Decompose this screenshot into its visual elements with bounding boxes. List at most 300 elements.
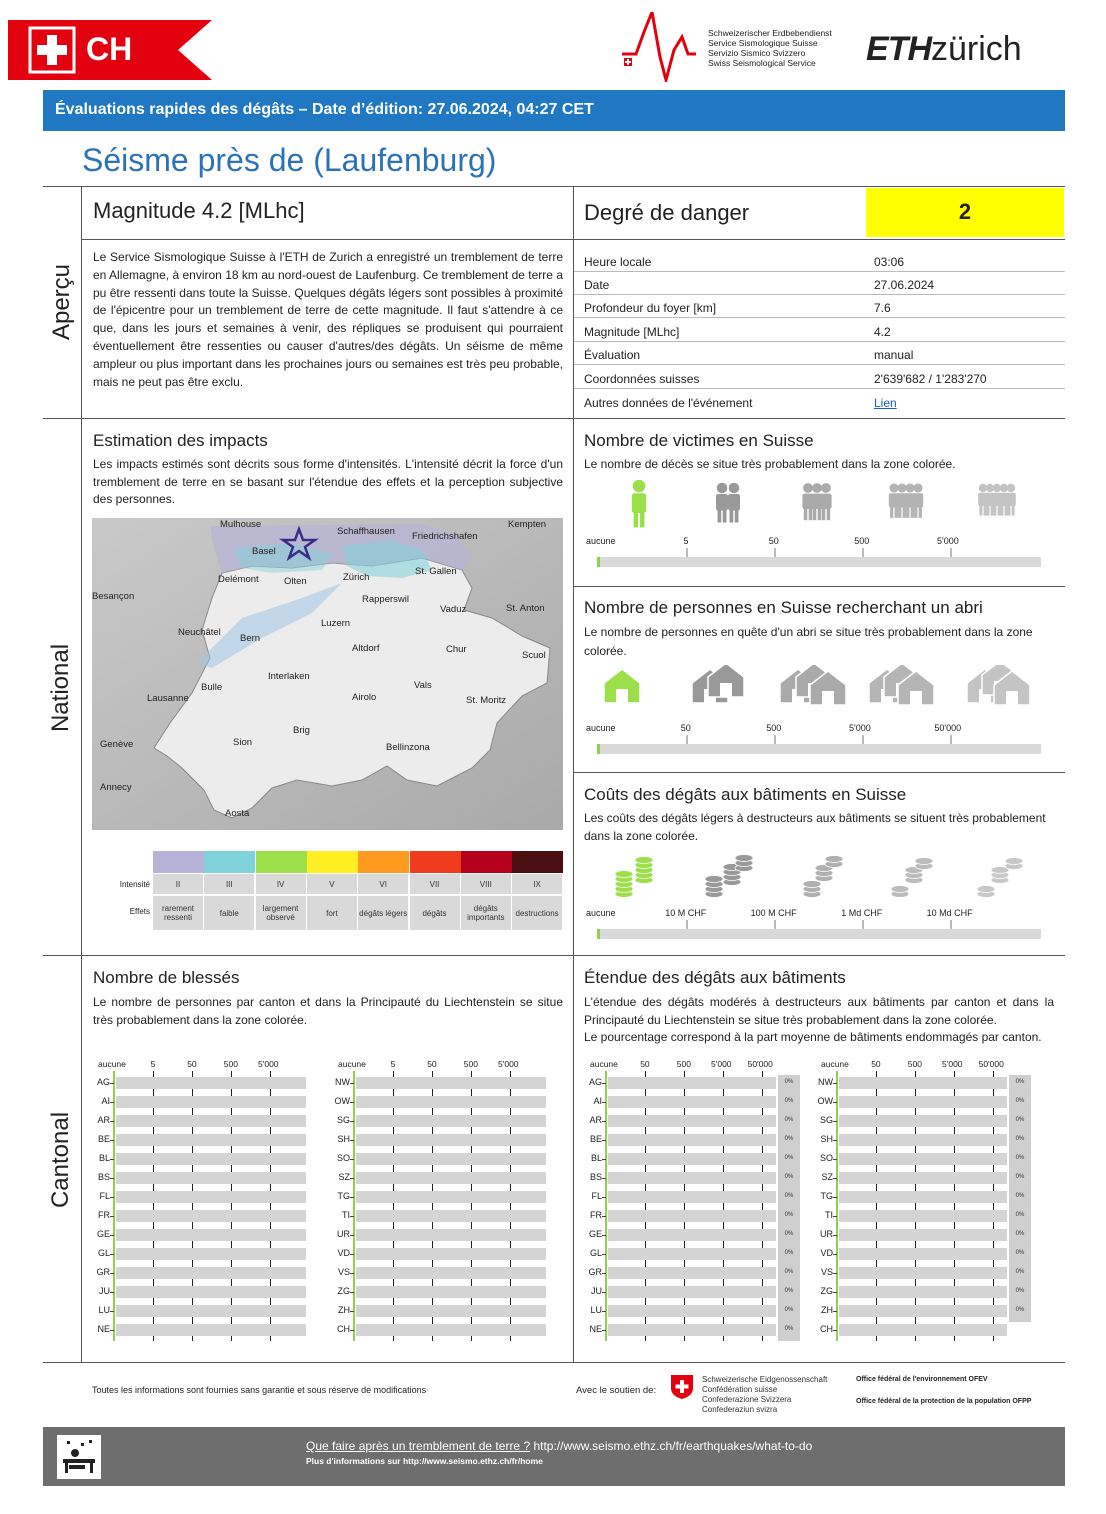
canton-damage-pct: 0% <box>1009 1208 1031 1227</box>
canton-damage-pct: 0% <box>1009 1246 1031 1265</box>
legend-color-swatch <box>204 851 255 873</box>
info-row-depth: Profondeur du foyer [km] 7.6 <box>574 295 1065 318</box>
canton-damage-pct: 0% <box>1009 1170 1031 1189</box>
canton-tick <box>602 1235 606 1236</box>
damage-text: L'étendue des dégâts modérés à destructeurs aux bâtiments par canton et dans la Principauté du Liechtenstein se situe très probablement dans la zone colorée. <box>584 995 1054 1027</box>
canton-damage-pct: 0% <box>778 1151 800 1170</box>
canton-scale-gridline <box>876 1071 877 1341</box>
canton-tick <box>350 1140 354 1141</box>
confederation-logo <box>670 1374 694 1405</box>
legend-color-swatch <box>461 851 512 873</box>
canton-label: VS <box>337 1267 350 1277</box>
canton-bar <box>608 1229 776 1241</box>
canton-damage-pct: 0% <box>778 1132 800 1151</box>
victims-scale-label: 5'000 <box>937 536 959 546</box>
legend-effect-label: dégâts <box>410 896 460 930</box>
canton-bar <box>839 1077 1007 1089</box>
canton-bar <box>116 1077 306 1089</box>
canton-bar <box>356 1077 546 1089</box>
canton-bar <box>356 1115 546 1127</box>
canton-tick <box>350 1330 354 1331</box>
canton-bar <box>839 1172 1007 1184</box>
canton-scale-label: aucune <box>98 1059 126 1069</box>
damage-title: Étendue des dégâts aux bâtiments <box>584 968 846 987</box>
canton-tick <box>833 1311 837 1312</box>
canton-label: JU <box>99 1286 110 1296</box>
shelter-scale-tick <box>950 735 952 744</box>
victims-scale-label: aucune <box>586 536 616 546</box>
shelter-scale-label: 500 <box>766 723 782 733</box>
shelter-scale-label: 50'000 <box>934 723 962 733</box>
canton-tick <box>110 1121 114 1122</box>
canton-bar <box>839 1267 1007 1279</box>
legend-intensity-value: IX <box>512 874 562 894</box>
costs-icon-row <box>584 850 1054 906</box>
canton-tick <box>110 1273 114 1274</box>
map-city-label: Kempten <box>508 519 547 530</box>
canton-tick <box>602 1311 606 1312</box>
impacts-text: Les impacts estimés sont décrits sous forme d'intensités. L'intensité décrit la force d'un tremblement de terre en se basant sur l'étendue des effets et la perception subjective des personnes. <box>93 457 563 506</box>
canton-label: OW <box>817 1096 833 1106</box>
canton-bar <box>356 1096 546 1108</box>
canton-bar <box>356 1172 546 1184</box>
shelter-scale-label: aucune <box>586 723 616 733</box>
map-city-label: St. Gallen <box>415 566 457 577</box>
canton-damage-pct: 0% <box>778 1075 800 1094</box>
canton-label: FR <box>98 1210 110 1220</box>
canton-scale-label: 5'000 <box>711 1059 732 1069</box>
canton-label: TI <box>342 1210 350 1220</box>
legend-effects-label: Effets <box>129 907 150 916</box>
canton-tick <box>602 1292 606 1293</box>
canton-damage-pct: 0% <box>778 1322 800 1341</box>
map-city-label: Besançon <box>92 591 135 602</box>
canton-label: GL <box>589 1248 602 1258</box>
canton-bar <box>356 1134 546 1146</box>
canton-scale-label: 500 <box>676 1059 691 1069</box>
canton-scale-gridline <box>915 1071 916 1341</box>
map-city-label: Olten <box>284 576 307 587</box>
legend-intensity-value: V <box>307 874 357 894</box>
map-city-label: Mulhouse <box>220 519 262 530</box>
costs-scale-bar <box>597 929 1041 939</box>
victims-scale-tick <box>950 548 952 557</box>
map-city-label: Schaffhausen <box>337 526 395 537</box>
canton-likely-range <box>605 1071 607 1341</box>
canton-tick <box>350 1311 354 1312</box>
canton-label: AR <box>97 1115 110 1125</box>
canton-tick <box>110 1102 114 1103</box>
canton-label: NE <box>97 1324 110 1334</box>
canton-tick <box>602 1197 606 1198</box>
seismogram-icon <box>622 12 702 82</box>
canton-damage-pct: 0% <box>1009 1113 1031 1132</box>
canton-scale-gridline <box>645 1071 646 1341</box>
shelter-icon-row <box>584 665 1054 721</box>
canton-damage-pct: 0% <box>1009 1227 1031 1246</box>
canton-bar <box>839 1248 1007 1260</box>
costs-likely-range <box>597 929 600 939</box>
canton-bar <box>608 1324 776 1336</box>
canton-bar <box>839 1324 1007 1336</box>
costs-scale-label: 10 Md CHF <box>926 908 973 918</box>
canton-damage-pct: 0% <box>778 1284 800 1303</box>
map-city-label: Lausanne <box>147 693 189 704</box>
canton-bar <box>839 1096 1007 1108</box>
canton-tick <box>350 1216 354 1217</box>
confed-line: Schweizerische Eidgenossenschaft <box>702 1375 828 1384</box>
ch-label: CH <box>86 31 133 67</box>
legend-intensity-value: VIII <box>461 874 511 894</box>
canton-label: SO <box>336 1153 350 1163</box>
info-row-coordinates: Coordonnées suisses 2'639'682 / 1'283'270 <box>574 366 1065 389</box>
canton-bar <box>608 1305 776 1317</box>
shelter-scale-bar <box>597 744 1041 754</box>
canton-scale-label: 500 <box>223 1059 238 1069</box>
canton-bar <box>839 1210 1007 1222</box>
canton-tick <box>350 1292 354 1293</box>
canton-tick <box>602 1273 606 1274</box>
canton-damage-pct: 0% <box>1009 1132 1031 1151</box>
canton-bar <box>608 1172 776 1184</box>
canton-tick <box>350 1273 354 1274</box>
canton-scale-label: 50 <box>427 1059 437 1069</box>
victims-scale-bar <box>597 557 1041 567</box>
map-city-label: Brig <box>293 725 310 736</box>
legend-intensity-label: Intensité <box>119 880 150 889</box>
what-to-do-link[interactable]: Que faire après un tremblement de terre ? <box>306 1439 531 1453</box>
canton-bar <box>116 1210 306 1222</box>
map-city-label: Aosta <box>225 808 250 819</box>
canton-tick <box>833 1235 837 1236</box>
costs-scale-label: 100 M CHF <box>750 908 797 918</box>
map-city-label: Chur <box>446 644 467 655</box>
canton-label: NW <box>818 1077 833 1087</box>
canton-bar <box>608 1134 776 1146</box>
canton-label: BE <box>97 1134 110 1144</box>
canton-bar <box>116 1115 306 1127</box>
shelter-likely-range <box>597 744 600 754</box>
canton-damage-pct: 0% <box>778 1265 800 1284</box>
canton-bar <box>839 1191 1007 1203</box>
canton-bar <box>608 1153 776 1165</box>
swiss-flag-logo <box>8 20 212 80</box>
danger-label: Degré de danger <box>584 200 750 225</box>
canton-tick <box>602 1216 606 1217</box>
canton-label: CH <box>337 1324 350 1334</box>
canton-bar <box>356 1267 546 1279</box>
canton-label: NW <box>335 1077 350 1087</box>
canton-damage-pct: 0% <box>1009 1094 1031 1113</box>
damage-text-pct: Le pourcentage correspond à la part moyenne de bâtiments endommagés par canton. <box>584 1030 1042 1044</box>
map-city-label: Altdorf <box>352 643 380 654</box>
canton-bar <box>608 1191 776 1203</box>
section-label-apercu: Aperçu <box>48 263 75 341</box>
info-row-evaluation: Évaluation manual <box>574 342 1065 365</box>
canton-tick <box>110 1254 114 1255</box>
canton-label: BS <box>97 1172 110 1182</box>
injured-title: Nombre de blessés <box>93 968 240 987</box>
map-city-label: Luzern <box>321 618 351 629</box>
canton-label: VD <box>820 1248 833 1258</box>
confed-line: Confederazione Svizzera <box>702 1395 792 1404</box>
canton-label: BL <box>590 1153 602 1163</box>
canton-label: VD <box>337 1248 350 1258</box>
canton-scale-gridline <box>684 1071 685 1341</box>
canton-tick <box>833 1159 837 1160</box>
section-label-cantonal: Cantonal <box>47 1111 74 1209</box>
canton-damage-pct: 0% <box>1009 1075 1031 1094</box>
canton-tick <box>110 1311 114 1312</box>
canton-label: AG <box>96 1077 110 1087</box>
canton-scale-label: 50 <box>871 1059 881 1069</box>
costs-scale-tick <box>774 920 776 929</box>
canton-bar <box>356 1153 546 1165</box>
canton-label: LU <box>590 1305 602 1315</box>
victims-scale-label: 500 <box>854 536 870 546</box>
canton-damage-pct: 0% <box>778 1227 800 1246</box>
legend-effect-label: dégâts légers <box>358 896 408 930</box>
injured-text: Le nombre de personnes par canton et dans la Principauté du Liechtenstein se situe très probablement dans la zone colorée. <box>93 995 563 1027</box>
canton-label: TG <box>337 1191 350 1201</box>
canton-bar <box>116 1286 306 1298</box>
canton-scale-label: 50'000 <box>978 1059 1004 1069</box>
canton-tick <box>833 1083 837 1084</box>
canton-label: ZG <box>337 1286 350 1296</box>
map-city-label: Friedrichshafen <box>412 531 478 542</box>
canton-pct-blank <box>1009 1322 1031 1341</box>
victims-scale-tick <box>686 548 688 557</box>
canton-tick <box>602 1083 606 1084</box>
eth-logo: ETHzürich <box>866 30 1022 68</box>
canton-bar <box>839 1229 1007 1241</box>
legend-effect-label: destructions <box>512 896 562 930</box>
map-city-label: Vals <box>414 680 432 691</box>
canton-label: LU <box>98 1305 110 1315</box>
info-row-other-data: Autres données de l'événement Lien <box>584 396 897 410</box>
canton-damage-pct: 0% <box>1009 1189 1031 1208</box>
canton-bar <box>608 1077 776 1089</box>
canton-label: AR <box>589 1115 602 1125</box>
ofpp-label: Office fédéral de la protection de la population OFPP <box>856 1398 1032 1405</box>
legend-intensity-value: VI <box>358 874 408 894</box>
canton-label: TI <box>825 1210 833 1220</box>
canton-tick <box>350 1254 354 1255</box>
canton-scale-gridline <box>993 1071 994 1341</box>
map-city-label: Zürich <box>343 572 370 583</box>
confed-line: Confédération suisse <box>702 1385 778 1394</box>
canton-label: AI <box>593 1096 602 1106</box>
canton-scale-gridline <box>231 1071 232 1341</box>
canton-likely-range <box>836 1071 838 1341</box>
shelter-text: Le nombre de personnes en quête d'un abri se situe très probablement dans la zone colorée. <box>584 625 1033 658</box>
shelter-scale-label: 5'000 <box>849 723 871 733</box>
canton-label: FR <box>590 1210 602 1220</box>
canton-bar <box>116 1324 306 1336</box>
costs-title: Coûts des dégâts aux bâtiments en Suisse <box>584 785 907 804</box>
canton-tick <box>833 1292 837 1293</box>
legend-color-swatch <box>358 851 409 873</box>
canton-tick <box>110 1083 114 1084</box>
costs-scale-tick <box>950 920 952 929</box>
canton-tick <box>602 1330 606 1331</box>
canton-scale-gridline <box>723 1071 724 1341</box>
canton-label: UR <box>337 1229 350 1239</box>
canton-tick <box>350 1121 354 1122</box>
canton-tick <box>110 1159 114 1160</box>
victims-icon-row <box>584 480 1054 535</box>
map-city-label: Bulle <box>201 682 223 693</box>
victims-title: Nombre de victimes en Suisse <box>584 431 814 450</box>
canton-label: BE <box>589 1134 602 1144</box>
map-city-label: Annecy <box>100 782 132 793</box>
canton-damage-pct: 0% <box>778 1303 800 1322</box>
canton-tick <box>602 1140 606 1141</box>
canton-bar <box>116 1153 306 1165</box>
sed-logo <box>622 12 852 82</box>
info-row-magnitude: Magnitude [MLhc] 4.2 <box>574 319 1065 342</box>
section-label-national: National <box>47 643 74 733</box>
legend-effect-label: dégâts importants <box>461 896 511 930</box>
canton-label: SH <box>820 1134 833 1144</box>
shelter-title: Nombre de personnes en Suisse recherchant un abri <box>584 598 983 617</box>
canton-bar <box>116 1191 306 1203</box>
canton-tick <box>833 1330 837 1331</box>
shelter-scale-tick <box>862 735 864 744</box>
support-label: Avec le soutien de: <box>576 1385 657 1396</box>
canton-label: GR <box>96 1267 110 1277</box>
impacts-title: Estimation des impacts <box>93 431 268 450</box>
canton-label: GR <box>588 1267 602 1277</box>
event-data-link[interactable]: Lien <box>874 396 897 410</box>
map-city-label: Delémont <box>218 574 259 585</box>
canton-tick <box>833 1273 837 1274</box>
canton-scale-label: aucune <box>590 1059 618 1069</box>
canton-damage-pct: 0% <box>778 1208 800 1227</box>
info-row-date: Date 27.06.2024 <box>574 272 1065 295</box>
canton-tick <box>350 1102 354 1103</box>
footer-bar <box>43 1427 1065 1486</box>
shelter-scale-tick <box>774 735 776 744</box>
map-city-label: St. Moritz <box>466 695 507 706</box>
canton-label: AI <box>101 1096 110 1106</box>
canton-bar <box>356 1229 546 1241</box>
canton-bar <box>356 1210 546 1222</box>
canton-bar <box>839 1115 1007 1127</box>
canton-bar <box>608 1210 776 1222</box>
canton-label: GL <box>97 1248 110 1258</box>
canton-scale-label: 5'000 <box>942 1059 963 1069</box>
victims-scale-label: 50 <box>768 536 779 546</box>
canton-bar <box>356 1191 546 1203</box>
victims-scale-tick <box>774 548 776 557</box>
canton-tick <box>602 1159 606 1160</box>
canton-scale-label: 500 <box>907 1059 922 1069</box>
canton-bar <box>608 1286 776 1298</box>
canton-tick <box>350 1083 354 1084</box>
canton-damage-pct: 0% <box>778 1113 800 1132</box>
info-row-time: Heure locale 03:06 <box>574 249 1065 272</box>
canton-likely-range <box>113 1071 115 1341</box>
canton-damage-pct: 0% <box>778 1246 800 1265</box>
ofev-label: Office fédéral de l'environnement OFEV <box>856 1376 988 1383</box>
canton-damage-pct: 0% <box>778 1094 800 1113</box>
canton-tick <box>833 1254 837 1255</box>
disclaimer: Toutes les informations sont fournies sans garantie et sous réserve de modifications <box>92 1385 427 1395</box>
canton-bar <box>116 1248 306 1260</box>
canton-scale-gridline <box>471 1071 472 1341</box>
canton-label: SG <box>336 1115 350 1125</box>
canton-label: AG <box>588 1077 602 1087</box>
canton-damage-pct: 0% <box>1009 1284 1031 1303</box>
canton-tick <box>110 1235 114 1236</box>
canton-bar <box>116 1229 306 1241</box>
canton-tick <box>833 1197 837 1198</box>
canton-bar <box>839 1153 1007 1165</box>
legend-effect-label: fort <box>307 896 357 930</box>
canton-damage-pct: 0% <box>1009 1151 1031 1170</box>
legend-intensity-value: III <box>204 874 254 894</box>
canton-tick <box>602 1178 606 1179</box>
canton-label: ZH <box>821 1305 833 1315</box>
costs-text: Les coûts des dégâts légers à destructeurs aux bâtiments se situent très probablement dans la zone colorée. <box>584 811 1046 843</box>
canton-label: SZ <box>821 1172 833 1182</box>
canton-scale-label: 50 <box>187 1059 197 1069</box>
canton-label: UR <box>820 1229 833 1239</box>
canton-scale-gridline <box>954 1071 955 1341</box>
canton-scale-gridline <box>270 1071 271 1341</box>
canton-label: ZH <box>338 1305 350 1315</box>
canton-tick <box>350 1159 354 1160</box>
canton-tick <box>833 1121 837 1122</box>
map-city-label: Scuol <box>522 650 546 661</box>
canton-tick <box>350 1197 354 1198</box>
map-city-label: Genève <box>100 739 134 750</box>
canton-label: VS <box>820 1267 833 1277</box>
canton-label: BL <box>98 1153 110 1163</box>
canton-scale-label: 50 <box>640 1059 650 1069</box>
canton-label: BS <box>589 1172 602 1182</box>
edition-banner: Évaluations rapides des dégâts – Date d’édition: 27.06.2024, 04:27 CET <box>43 90 1065 131</box>
shelter-scale-tick <box>686 735 688 744</box>
canton-label: SZ <box>338 1172 350 1182</box>
canton-tick <box>350 1178 354 1179</box>
victims-scale-tick <box>862 548 864 557</box>
canton-damage-pct: 0% <box>778 1170 800 1189</box>
victims-text: Le nombre de décès se situe très probablement dans la zone colorée. <box>584 457 956 471</box>
canton-tick <box>833 1102 837 1103</box>
legend-effect-label: rarement ressenti <box>153 896 203 930</box>
page-title: Séisme près de (Laufenburg) <box>82 142 497 178</box>
legend-color-swatch <box>256 851 307 873</box>
sed-line: Swiss Seismological Service <box>708 58 816 68</box>
canton-tick <box>110 1216 114 1217</box>
canton-label: CH <box>820 1324 833 1334</box>
canton-scale-gridline <box>432 1071 433 1341</box>
canton-label: GE <box>588 1229 602 1239</box>
legend-intensity-value: VII <box>410 874 460 894</box>
canton-damage-pct: 0% <box>1009 1303 1031 1322</box>
canton-scale-label: 5'000 <box>498 1059 519 1069</box>
legend-color-swatch <box>153 851 204 873</box>
canton-scale-gridline <box>762 1071 763 1341</box>
canton-bar <box>608 1267 776 1279</box>
canton-bar <box>608 1115 776 1127</box>
victims-scale-label: 5 <box>683 536 689 546</box>
canton-scale-gridline <box>192 1071 193 1341</box>
canton-tick <box>350 1235 354 1236</box>
canton-bar <box>116 1172 306 1184</box>
